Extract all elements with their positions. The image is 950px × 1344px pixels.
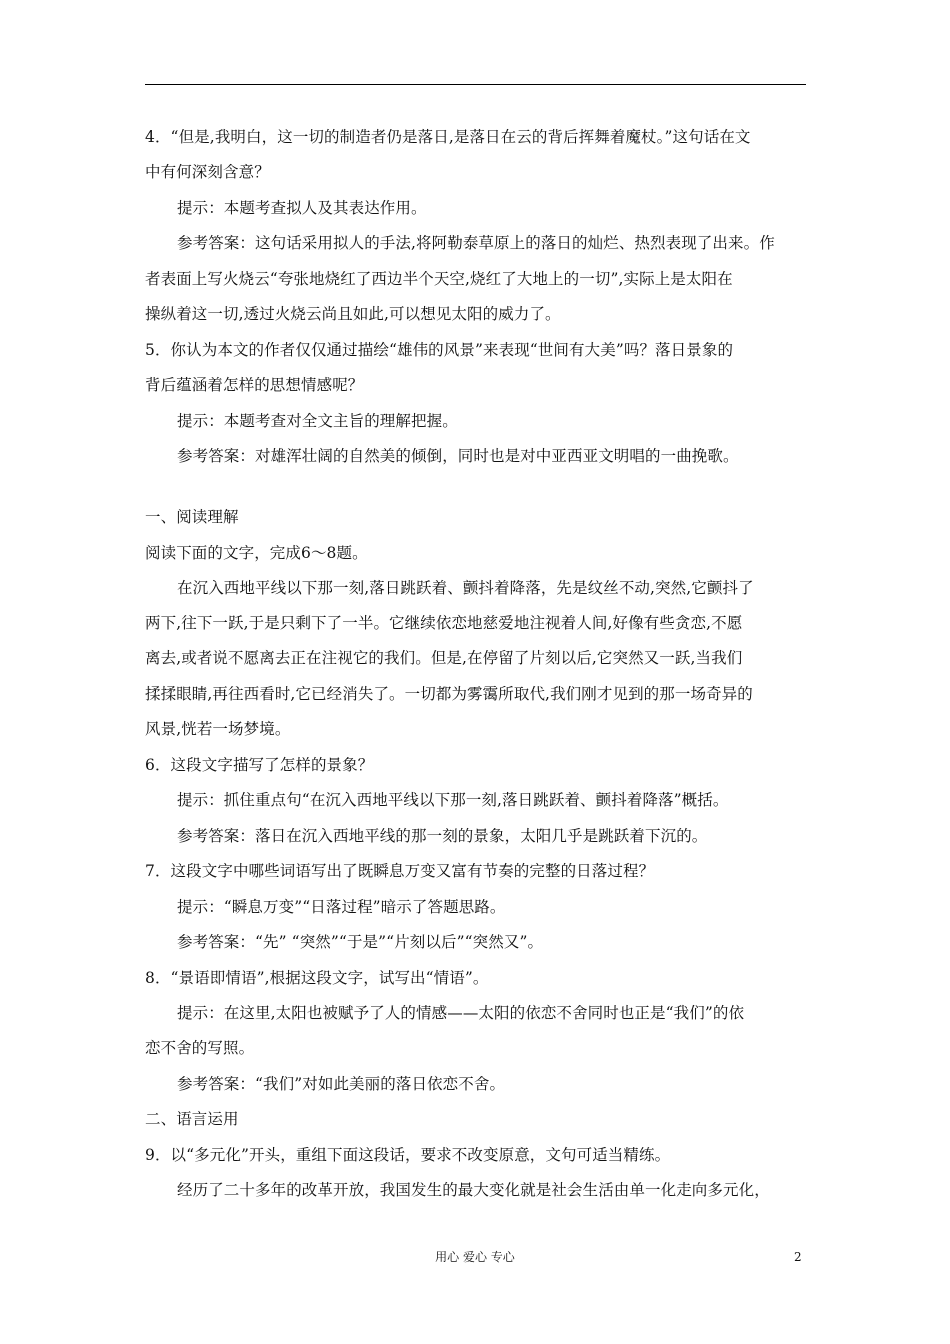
text-line: 6．这段文字描写了怎样的景象？ [145, 756, 374, 774]
text-line: 参考答案：“先” “突然”“于是”“片刻以后”“突然又”。 [177, 933, 544, 951]
text-line: 提示：本题考查拟人及其表达作用。 [177, 199, 427, 217]
page-number: 2 [794, 1250, 802, 1264]
text-line: 阅读下面的文字，完成6～8题。 [145, 544, 368, 562]
text-line: 提示：在这里,太阳也被赋予了人的情感——太阳的依恋不舍同时也正是“我们”的依 [177, 1004, 745, 1022]
footer-text: 用心 爱心 专心 [435, 1250, 515, 1264]
text-line: 4．“但是,我明白，这一切的制造者仍是落日,是落日在云的背后挥舞着魔杖。”这句话在文 [145, 128, 751, 146]
text-line: 提示：“瞬息万变”“日落过程”暗示了答题思路。 [177, 898, 506, 916]
text-line: 者表面上写火烧云“夸张地烧红了西边半个天空,烧红了大地上的一切”,实际上是太阳在 [145, 270, 733, 288]
text-line: 风景,恍若一场梦境。 [145, 720, 291, 738]
text-line: 9．以“多元化”开头，重组下面这段话，要求不改变原意，文句可适当精练。 [145, 1146, 671, 1164]
text-line: 恋不舍的写照。 [145, 1039, 255, 1057]
text-line: 参考答案：“我们”对如此美丽的落日依恋不舍。 [177, 1075, 506, 1093]
text-line: 中有何深刻含意？ [145, 163, 270, 181]
text-line: 二、语言运用 [145, 1110, 239, 1128]
text-line: 背后蕴涵着怎样的思想情感呢？ [145, 376, 364, 394]
text-line: 参考答案：落日在沉入西地平线的那一刻的景象，太阳几乎是跳跃着下沉的。 [177, 827, 708, 845]
text-line: 离去,或者说不愿离去正在注视它的我们。但是,在停留了片刻以后,它突然又一跃,当我们 [145, 649, 743, 667]
text-line: 一、阅读理解 [145, 508, 239, 526]
text-line: 提示：本题考查对全文主旨的理解把握。 [177, 412, 458, 430]
text-line: 在沉入西地平线以下那一刻,落日跳跃着、颤抖着降落，先是纹丝不动,突然,它颤抖了 [177, 579, 754, 597]
text-line: 揉揉眼睛,再往西看时,它已经消失了。一切都为雾霭所取代,我们刚才见到的那一场奇异的 [145, 685, 753, 703]
text-line: 两下,往下一跃,于是只剩下了一半。它继续依恋地慈爱地注视着人间,好像有些贪恋,不愿 [145, 614, 743, 632]
text-line: 经历了二十多年的改革开放，我国发生的最大变化就是社会生活由单一化走向多元化， [177, 1181, 770, 1199]
header-rule [145, 84, 806, 85]
text-line: 操纵着这一切,透过火烧云尚且如此,可以想见太阳的威力了。 [145, 305, 561, 323]
text-line: 提示：抓住重点句“在沉入西地平线以下那一刻,落日跳跃着、颤抖着降落”概括。 [177, 791, 729, 809]
text-line: 5．你认为本文的作者仅仅通过描绘“雄伟的风景”来表现“世间有大美”吗？落日景象的 [145, 341, 734, 359]
text-line: 8．“景语即情语”,根据这段文字，试写出“情语”。 [145, 969, 489, 987]
text-line: 参考答案：对雄浑壮阔的自然美的倾倒，同时也是对中亚西亚文明唱的一曲挽歌。 [177, 447, 739, 465]
text-line: 参考答案：这句话采用拟人的手法,将阿勒泰草原上的落日的灿烂、热烈表现了出来。作 [177, 234, 775, 252]
text-line: 7．这段文字中哪些词语写出了既瞬息万变又富有节奏的完整的日落过程？ [145, 862, 655, 880]
